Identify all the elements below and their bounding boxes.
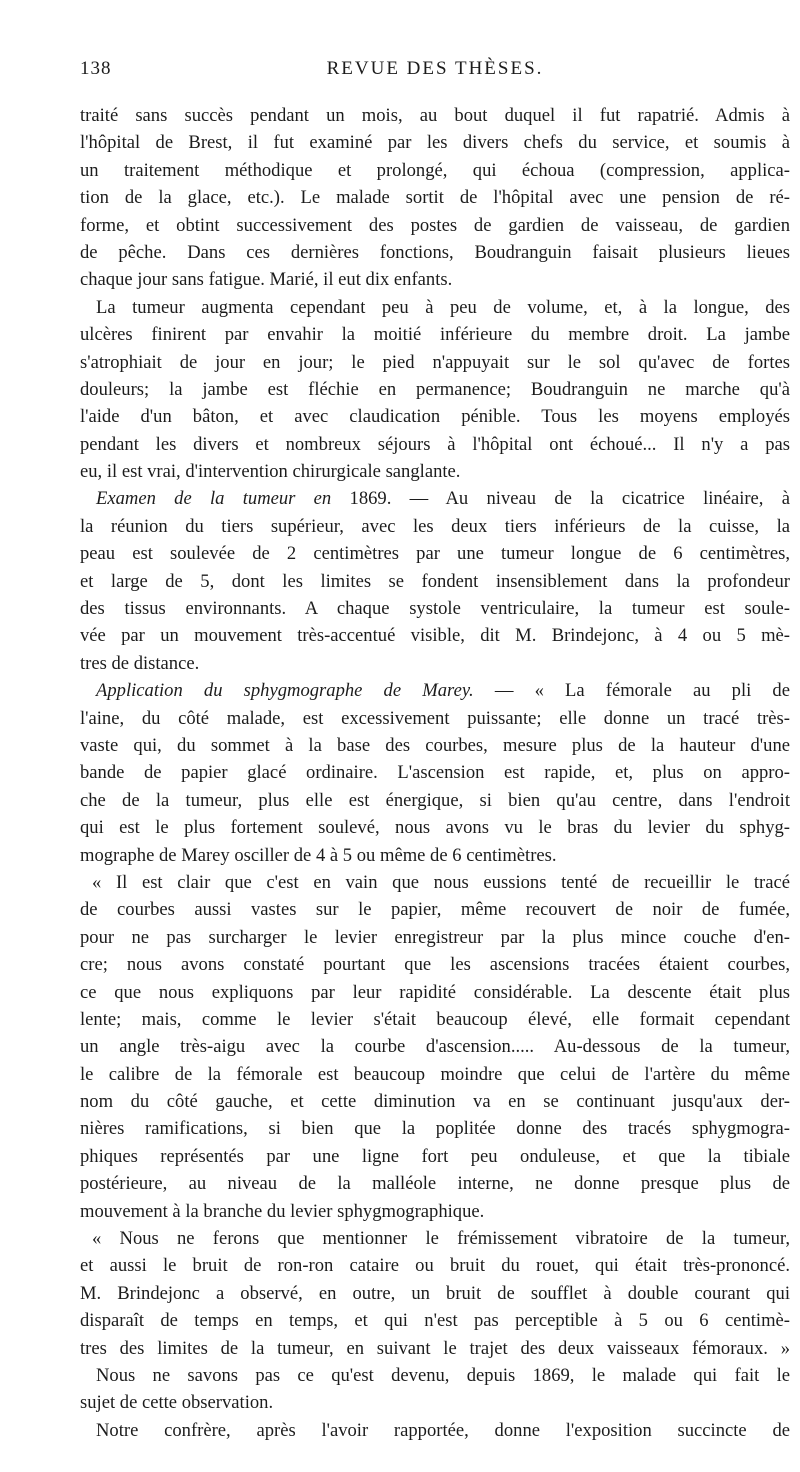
page-number: 138 (80, 58, 112, 79)
text-line: lente; mais, comme le levier s'était beaucoup élevé, elle formait cependant (80, 1008, 790, 1030)
text-line: Application du sphygmographe de Marey. — « La fémorale au pli de (96, 680, 790, 702)
text-line: phiques représentés par une ligne fort peu onduleuse, et que la tibiale (80, 1145, 790, 1167)
text-line: tion de la glace, etc.). Le malade sortit de l'hôpital avec une pension de ré- (80, 187, 790, 209)
text-line: « Il est clair que c'est en vain que nous eussions tenté de recueillir le tracé (92, 871, 790, 893)
text-line: tres des limites de la tumeur, en suivant le trajet des deux vaisseaux fémoraux. » (80, 1337, 790, 1359)
text-line: de courbes aussi vastes sur le papier, même recouvert de noir de fumée, (80, 899, 790, 921)
text-line: des tissus environnants. A chaque systole ventriculaire, la tumeur est soule- (80, 598, 790, 620)
journal-title: REVUE DES THÈSES. (326, 58, 544, 79)
text-line: qui est le plus fortement soulevé, nous avons vu le bras du levier du sphyg- (80, 817, 790, 839)
section-heading: Examen de la tumeur en (96, 488, 350, 510)
text-line: la réunion du tiers supérieur, avec les deux tiers inférieurs de la cuisse, la (80, 515, 790, 537)
text-line: l'aide d'un bâton, et avec claudication pénible. Tous les moyens employés (80, 406, 790, 428)
section-heading: Application du sphygmographe de Marey. (96, 680, 474, 702)
running-head (80, 58, 790, 88)
text-line: un angle très-aigu avec la courbe d'ascension..... Au-dessous de la tumeur, (80, 1036, 790, 1058)
text-line: traité sans succès pendant un mois, au bout duquel il fut rapatrié. Admis à (80, 105, 790, 126)
text-line: un traitement méthodique et prolongé, qui échoua (compression, applica- (80, 159, 790, 181)
text-line: Examen de la tumeur en 1869. — Au niveau de la cicatrice linéaire, à (96, 488, 790, 510)
text-line: disparaît de temps en temps, et qui n'est pas perceptible à 5 ou 6 centimè- (80, 1310, 790, 1332)
text-line: « Nous ne ferons que mentionner le frémissement vibratoire de la tumeur, (92, 1228, 790, 1250)
body-text (80, 102, 790, 1444)
text-line: nières ramifications, si bien que la poplitée donne des tracés sphygmogra- (80, 1118, 790, 1140)
text-line: vée par un mouvement très-accentué visible, dit M. Brindejonc, à 4 ou 5 mè- (80, 625, 790, 647)
page (80, 58, 790, 1444)
text-line: mographe de Marey osciller de 4 à 5 ou même de 6 centimètres. (80, 844, 557, 866)
text-line: pendant les divers et nombreux séjours à l'hôpital ont échoué... Il n'y a pas (80, 433, 790, 455)
text-line: l'aine, du côté malade, est excessivement puissante; elle donne un tracé très- (80, 707, 790, 729)
text-line: de pêche. Dans ces dernières fonctions, Boudranguin faisait plusieurs lieues (80, 241, 790, 263)
text-line: nom du côté gauche, et cette diminution va en se continuant jusqu'aux der- (80, 1091, 790, 1113)
text-line: l'hôpital de Brest, il fut examiné par les divers chefs du service, et soumis à (80, 132, 790, 154)
text-line: Notre confrère, après l'avoir rapportée, donne l'exposition succincte de (96, 1419, 790, 1441)
text-line: vaste qui, du sommet à la base des courbes, mesure plus de la hauteur d'une (80, 734, 790, 756)
text-line: Nous ne savons pas ce qu'est devenu, depuis 1869, le malade qui fait le (96, 1364, 790, 1386)
text-line: et aussi le bruit de ron-ron cataire ou bruit du rouet, qui était très-prononcé. (80, 1255, 790, 1277)
text-line: peau est soulevée de 2 centimètres par une tumeur longue de 6 centimètres, (80, 543, 790, 565)
text-line: forme, et obtint successivement des postes de gardien de vaisseau, de gardien (80, 214, 790, 236)
text-line: bande de papier glacé ordinaire. L'ascension est rapide, et, plus on appro- (80, 762, 790, 784)
text-line: sujet de cette observation. (80, 1392, 274, 1414)
text-line: le calibre de la fémorale est beaucoup moindre que celui de l'artère du même (80, 1063, 790, 1085)
text-line: ulcères finirent par envahir la moitié inférieure du membre droit. La jambe (80, 324, 790, 346)
text-line: postérieure, au niveau de la malléole interne, ne donne presque plus de (80, 1173, 790, 1195)
text-line: La tumeur augmenta cependant peu à peu de volume, et, à la longue, des (96, 296, 790, 318)
text-line: douleurs; la jambe est fléchie en permanence; Boudranguin ne marche qu'à (80, 378, 790, 400)
text-line: s'atrophiait de jour en jour; le pied n'appuyait sur le sol qu'avec de fortes (80, 351, 790, 373)
text-line: chaque jour sans fatigue. Marié, il eut dix enfants. (80, 269, 453, 291)
text-line: eu, il est vrai, d'intervention chirurgicale sanglante. (80, 461, 461, 483)
text-line: ce que nous expliquons par leur rapidité considérable. La descente était plus (80, 981, 790, 1003)
text-line: et large de 5, dont les limites se fondent insensiblement dans la profondeur (80, 570, 790, 592)
text-line: M. Brindejonc a observé, en outre, un bruit de soufflet à double courant qui (80, 1282, 790, 1304)
text-line: che de la tumeur, plus elle est énergique, si bien qu'au centre, dans l'endroit (80, 789, 790, 811)
text-line: mouvement à la branche du levier sphygmographique. (80, 1200, 485, 1222)
text-line: pour ne pas surcharger le levier enregistreur par la plus mince couche d'en- (80, 926, 790, 948)
text-line: tres de distance. (80, 652, 200, 674)
text-line: cre; nous avons constaté pourtant que les ascensions tracées étaient courbes, (80, 954, 790, 976)
